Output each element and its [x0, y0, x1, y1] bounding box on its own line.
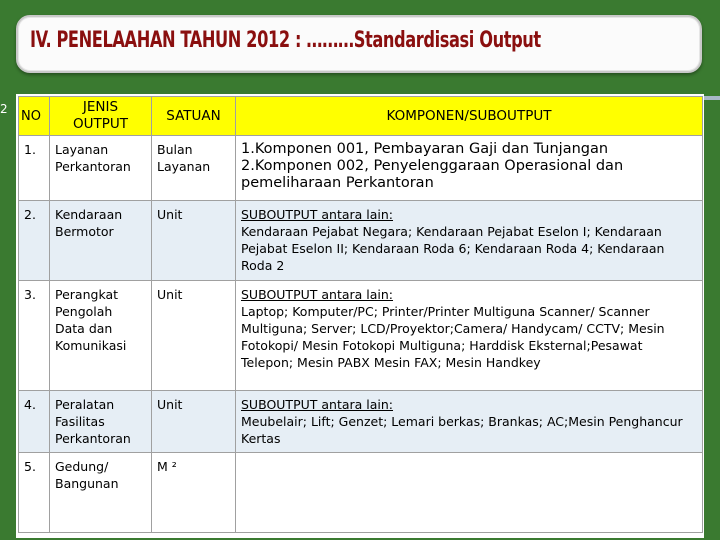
- row-komponen: [236, 391, 703, 453]
- table-header-row: [19, 97, 703, 136]
- suboutput-label: SUBOUTPUT antara lain:: [241, 287, 394, 302]
- row-no: 2.: [19, 201, 50, 281]
- table-row: [19, 136, 703, 201]
- komponen-line: 2.Komponen 002, Penyelenggaraan Operasional dan pemeliharaan Perkantoran: [241, 158, 624, 191]
- header-no: NO: [19, 97, 50, 136]
- row-komponen: [236, 281, 703, 391]
- row-jenis: Peralatan Fasilitas Perkantoran: [50, 391, 152, 453]
- komponen-line: 1.Komponen 001, Pembayaran Gaji dan Tunjangan: [241, 141, 609, 157]
- header-jenis-output: JENIS OUTPUT: [50, 97, 152, 136]
- komponen-line: Kendaraan Pejabat Negara; Kendaraan Pejabat Eselon I; Kendaraan Pejabat Eselon II; Kendaraan Roda 6; Kendaraan Roda 4; Kendaraan Roda 2: [241, 224, 665, 273]
- row-satuan: M ²: [152, 453, 236, 533]
- row-jenis: Perangkat Pengolah Data dan Komunikasi: [50, 281, 152, 391]
- row-satuan: Unit: [152, 201, 236, 281]
- row-satuan: Bulan Layanan: [152, 136, 236, 201]
- suboutput-label: SUBOUTPUT antara lain:: [241, 397, 394, 412]
- row-no: 3.: [19, 281, 50, 391]
- row-satuan: Unit: [152, 281, 236, 391]
- header-satuan: SATUAN: [152, 97, 236, 136]
- row-jenis: Gedung/ Bangunan: [50, 453, 152, 533]
- table-row: [19, 453, 703, 533]
- row-komponen: [236, 453, 703, 533]
- row-satuan: Unit: [152, 391, 236, 453]
- row-komponen: [236, 201, 703, 281]
- row-jenis: Kendaraan Bermotor: [50, 201, 152, 281]
- header-komponen: KOMPONEN/SUBOUTPUT: [236, 97, 703, 136]
- komponen-line: Meubelair; Lift; Genzet; Lemari berkas; Brankas; AC;Mesin Penghancur Kertas: [241, 414, 683, 446]
- row-no: 4.: [19, 391, 50, 453]
- row-no: 5.: [19, 453, 50, 533]
- table-row: [19, 201, 703, 281]
- row-jenis: Layanan Perkantoran: [50, 136, 152, 201]
- table-row: [19, 391, 703, 453]
- row-komponen: [236, 136, 703, 201]
- row-no: 1.: [19, 136, 50, 201]
- suboutput-label: SUBOUTPUT antara lain:: [241, 207, 394, 222]
- slide-number: 2: [0, 102, 8, 116]
- page-title: IV. PENELAAHAN TAHUN 2012 : ………Standardisasi Output: [30, 28, 541, 53]
- komponen-line: Laptop; Komputer/PC; Printer/Printer Multiguna Scanner/ Scanner Multiguna; Server; LCD/Proyektor;Camera/ Handycam/ CCTV; Mesin Fotokopi/ Mesin Fotokopi Multiguna; Harddisk Eksternal;Pesawat Telepon; Mesin PABX Mesin FAX; Mesin Handkey: [241, 304, 665, 370]
- output-table: [18, 96, 703, 533]
- table-row: [19, 281, 703, 391]
- decorative-marker: [704, 96, 720, 100]
